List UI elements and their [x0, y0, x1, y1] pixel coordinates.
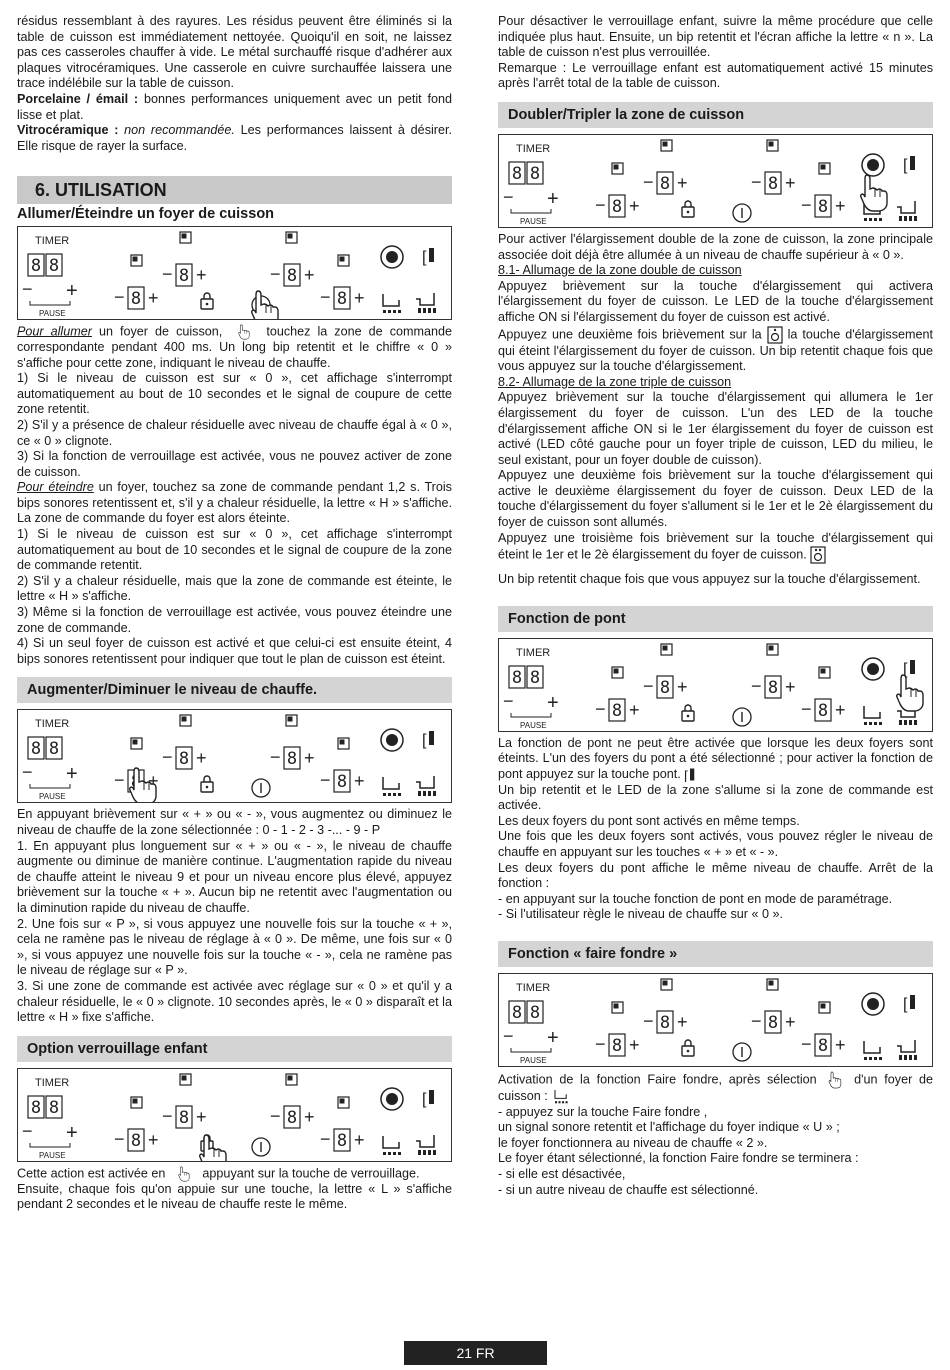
eteindre-link: Pour éteindre	[17, 480, 94, 495]
hand-pointer-icon	[252, 291, 278, 319]
vitro-italic: non recommandée.	[118, 123, 235, 138]
porcelaine-label: Porcelaine / émail :	[17, 91, 139, 106]
intro-paragraph: résidus ressemblant à des rayures. Les résidus peuvent être éliminés si la table de cuisson est immédiatement nettoyée. Quoiqu'il en soit, ne laissez pas ces casseroles chauffer à vide. Le métal surchauffé risque d'adhérer aux plaques vitrocéramiques. Une casserole en cuivre surchauffée laissera une trace indélébile sur la table de cuisson.	[17, 14, 452, 91]
remarque-paragraph: Remarque : Le verrouillage enfant est automatiquement activé 15 minutes après l'arrêt total de la table de cuisson.	[498, 60, 933, 91]
section-8-1: 8.1- Allumage de la zone double de cuisson	[498, 263, 742, 278]
section-6-heading: 6. UTILISATION	[17, 176, 452, 204]
doubler-heading: Doubler/Tripler la zone de cuisson	[498, 102, 933, 128]
right-column	[498, 14, 933, 1198]
s82-text3: Appuyez une troisième fois brièvement sur la touche d'élargissement qui éteint le 1er et le 2è élargissement du foyer de cuisson.	[498, 530, 933, 562]
left-column	[17, 14, 452, 1213]
fondre-item-6: - si un autre niveau de chauffe est sélectionné.	[498, 1182, 759, 1197]
pont-text-5: Les deux foyers du pont affiche le même niveau de chauffe. Arrêt de la fonction :	[498, 860, 933, 891]
fondre-c: foyer de cuisson :	[498, 1072, 934, 1103]
augmenter-item-2: 2. Une fois sur « P », si vous appuyez une nouvelle fois sur la touche « + », cela ne ramène pas le niveau de réglage à « 0 ». De même, une fois sur « 0 », si vous appuyez une nouvelle fois sur la touche « - », cela ne ramène pas le niveau de réglage sur « P ».	[17, 916, 452, 978]
pont-text-7: - Si l'utilisateur règle le niveau de chauffe sur « 0 ».	[498, 907, 783, 922]
pont-text-1a: La fonction de pont ne peut être activée que lorsque les deux foyers sont éteints. L'un des foyers du pont a été sélectionné ; pour activer la fonction de pont appuyez sur la touche pont.	[498, 735, 933, 782]
section-8-2: 8.2- Allumage de la zone triple de cuisson	[498, 374, 732, 389]
augmenter-item-3: 3. Si une zone de commande est activée avec réglage sur « 0 » et qu'il y a chaleur résiduelle, le « 0 » clignote. 10 secondes après, le « 0 » disparaît et la lettre « H » fixe s'affiche.	[17, 978, 452, 1025]
bridge-icon	[684, 767, 696, 782]
eteindre-item-3: 3) Même si la fonction de verrouillage est activée, vous pouvez éteindre une zone de commande.	[17, 605, 452, 635]
hand-pointer-icon	[861, 175, 887, 211]
extension-icon	[810, 546, 826, 564]
section-8-2-text3	[498, 531, 933, 565]
verrou-c: verrouillage.	[350, 1166, 420, 1181]
augmenter-heading: Augmenter/Diminuer le niveau de chauffe.	[17, 677, 452, 703]
verrou-heading: Option verrouillage enfant	[17, 1036, 452, 1062]
allumer-intro-a: un foyer de cuisson,	[91, 324, 223, 339]
allumer-intro-c: commande correspondante	[17, 324, 453, 354]
pont-text-2: Un bip retentit et le LED de la zone s'allume si la zone de commande est activée.	[498, 782, 933, 813]
allumer-heading: Allumer/Éteindre un foyer de cuisson	[17, 206, 275, 223]
allumer-item-3: 3) Si la fonction de verrouillage est activée, vous ne pouvez activer de zone de cuisson.	[17, 449, 452, 479]
control-panel-allumer	[17, 226, 452, 320]
fondre-b: d'un	[854, 1072, 878, 1087]
vitro-label: Vitrocéramique :	[17, 123, 119, 138]
augmenter-text: En appuyant brièvement sur « + » ou « - », vous augmentez ou diminuez le niveau de chauffe de la zone sélectionnée : 0 - 1 - 2 - 3 -... - 9 - P	[17, 807, 452, 837]
verrou-text: Ensuite, chaque fois qu'on appuie sur une touche, la lettre « L » s'affiche pendant 2 secondes et le niveau de chauffe reste le même.	[17, 1181, 452, 1212]
control-panel-diagram	[18, 227, 450, 319]
melt-icon	[551, 1090, 573, 1104]
section-8-2-text: Appuyez brièvement sur la touche d'élargissement qui allumera le 1er élargissement du foyer de cuisson. L'un des LED de la touche d'élargissement affiche ON si le 1er élargissement du foyer de cuisson est activé (LED côté gauche pour un foyer triple de cuisson, LED du milieu, le seul existant, pour un foyer double de cuisson).	[498, 390, 933, 467]
pont-heading: Fonction de pont	[498, 606, 933, 632]
control-panel-diagram	[499, 639, 931, 731]
control-panel-fondre	[498, 973, 933, 1067]
fondre-item-4: Le foyer étant sélectionné, la fonction Faire fondre se terminera :	[498, 1151, 859, 1166]
control-panel-diagram	[18, 1069, 450, 1161]
s81-b1: Appuyez une deuxième fois brièvement sur la	[498, 326, 762, 341]
control-panel-verrou	[17, 1068, 452, 1162]
allumer-intro-d: pendant 400 ms. Un long bip retentit et le chiffre « 0 » s'affiche pour cette zone, indiquant le niveau de chauffe.	[17, 339, 452, 370]
pont-text-1	[498, 736, 933, 783]
eteindre-item-4: 4) Si un seul foyer de cuisson est activé et que celui-ci est ensuite éteint, 4 bips sonores retentissent pour indiquer que tout le plan de cuisson est éteint.	[17, 636, 452, 666]
pont-text-3: Les deux foyers du pont sont activés en même temps.	[498, 813, 800, 828]
fondre-intro	[498, 1071, 933, 1105]
allumer-intro-link: Pour allumer	[17, 324, 92, 339]
control-panel-pont	[498, 638, 933, 732]
extension-icon	[767, 326, 783, 344]
eteindre-text: un foyer, touchez sa zone de commande pendant 1,2 s. Trois bips sonores retentissent et, s'il y a chaleur résiduelle, la lettre « H » s'affiche. La zone de commande du foyer est alors éteinte.	[17, 480, 452, 526]
verrou-intro	[17, 1166, 452, 1182]
control-panel-diagram	[499, 974, 931, 1066]
control-panel-doubler	[498, 134, 933, 228]
eteindre-item-2: 2) S'il y a chaleur résiduelle, mais que la zone de commande est éteinte, le lettre « H » s'affiche.	[17, 573, 452, 604]
fondre-item-3: le foyer fonctionnera au niveau de chauffe « 2 ».	[498, 1135, 768, 1150]
allumer-intro-b: touchez la zone de	[266, 324, 383, 339]
control-panel-diagram	[18, 710, 450, 802]
s81-b2: la touche	[787, 326, 841, 341]
eteindre-paragraph	[17, 480, 452, 527]
fondre-a: Activation de la fonction Faire fondre, après sélection	[498, 1072, 817, 1087]
section-8-2-text2: Appuyez une deuxième fois brièvement sur la touche d'élargissement qui active le deuxième élargissement du foyer de cuisson. Deux LED de la touche d'élargissement du foyer s'allument si le 1er et le 2è élargissement du foyer de cuisson sont allumés.	[498, 468, 933, 530]
bip-paragraph: Un bip retentit chaque fois que vous appuyez sur la touche d'élargissement.	[498, 572, 921, 587]
porcelaine-text: bonnes performances uniquement avec un petit fond lisse et plat.	[17, 91, 452, 122]
section-8-1-text: Appuyez brièvement sur la touche d'élargissement qui activera l'élargissement du foyer de cuisson. Le LED de la touche d'élargissement affiche ON si l'élargissement du foyer de cuisson est activé.	[498, 278, 933, 324]
verrou-b: appuyant sur la touche de	[202, 1166, 348, 1181]
allumer-item-1: 1) Si le niveau de cuisson est sur « 0 », cet affichage s'interrompt automatiquement au bout de 10 secondes et le signal de coupure de cette zone retentit.	[17, 371, 452, 417]
hand-pointer-icon	[200, 1135, 226, 1161]
vitro-text: Les performances laissent à désirer. Elle risque de rayer la surface.	[17, 123, 452, 153]
hand-pointer-icon	[169, 1166, 199, 1182]
fondre-item-5: - si elle est désactivée,	[498, 1166, 626, 1181]
hand-pointer-icon	[229, 324, 259, 340]
fondre-heading: Fonction « faire fondre »	[498, 941, 933, 967]
desact-paragraph: Pour désactiver le verrouillage enfant, suivre la même procédure que celle indiquée plus haut. Ensuite, un bip retentit et l'écran affiche la lettre « n ». La table de cuisson n'est plus verrouillée.	[498, 14, 933, 60]
control-panel-augmenter	[17, 709, 452, 803]
porcelaine-paragraph	[17, 92, 452, 123]
section-8-1-text-b	[498, 326, 933, 375]
doubler-text: Pour activer l'élargissement double de la zone de cuisson, la zone principale associée doit déjà être allumée à un niveau de chauffe supérieur à « 0 ».	[498, 231, 933, 262]
verrou-a: Cette action est activée en	[17, 1166, 166, 1181]
s81-b3: d'élargissement qui éteint l'élargissement du foyer de cuisson. Un bip retentit chaque fois que vous appuyez sur la touche d'élargissement.	[498, 326, 934, 374]
allumer-item-2: 2) S'il y a présence de chaleur résiduelle avec niveau de chauffe égal à « 0 », ce « 0 » clignote.	[17, 417, 452, 448]
control-panel-diagram	[499, 135, 931, 227]
fondre-item-1: - appuyez sur la touche Faire fondre ,	[498, 1104, 708, 1119]
page-number: 21 FR	[404, 1341, 547, 1365]
pont-text-4: Une fois que les deux foyers sont activés, vous pouvez régler le niveau de chauffe en appuyant sur les touches « + » et « - ».	[498, 829, 933, 859]
allumer-intro	[17, 324, 452, 371]
hand-pointer-icon	[897, 675, 923, 711]
augmenter-item-1: 1. En appuyant plus longuement sur « + » ou « - », le niveau de chauffe augmente ou diminue de manière continue. L'augmentation rapide du niveau de chauffe atteint le niveau 9 et pour un niveau encore plus élevé, appuyez brièvement sur la touche « + ». Aucun bip ne retentit avec l'augmentation ou la diminution rapide du niveau de chauffe.	[17, 838, 452, 915]
pont-text-6: - en appuyant sur la touche fonction de pont en mode de paramétrage.	[498, 891, 893, 906]
vitro-paragraph	[17, 123, 452, 154]
hand-pointer-icon	[823, 1071, 847, 1089]
fondre-item-2: un signal sonore retentit et l'affichage du foyer indique « U » ;	[498, 1120, 840, 1135]
eteindre-item-1: 1) Si le niveau de cuisson est sur « 0 », cet affichage s'interrompt automatiquement au bout de 10 secondes et le signal de coupure de la zone de commande retentit.	[17, 527, 452, 573]
